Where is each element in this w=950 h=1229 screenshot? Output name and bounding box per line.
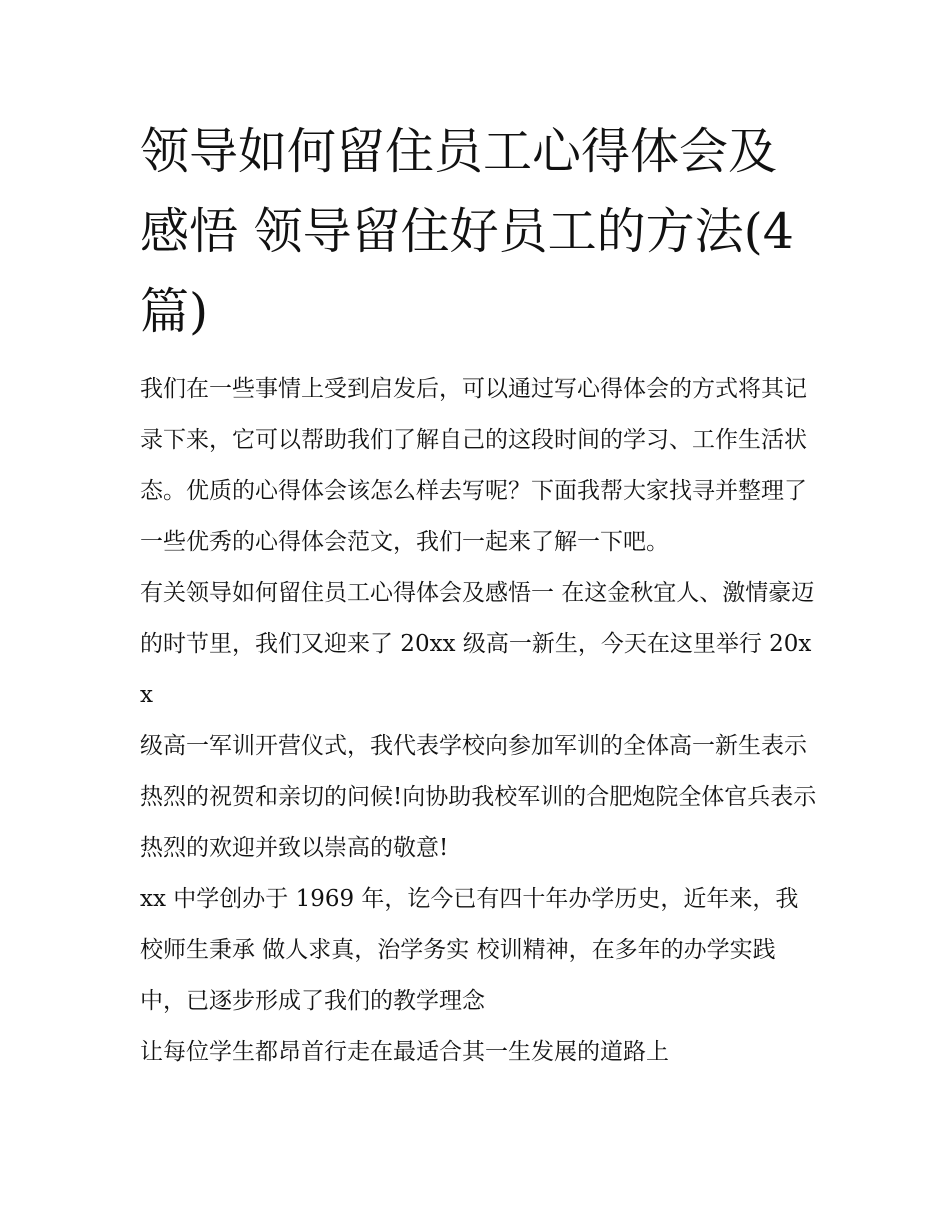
paragraph-school-history: xx 中学创办于 1969 年，讫今已有四十年办学历史，近年来，我校师生秉承 做人求真，治学务实 校训精神，在多年的办学实践中，已逐步形成了我们的教学理念 — [140, 886, 799, 1014]
paragraph-teaching-philosophy: 让每位学生都昂首行走在最适合其一生发展的道路上 — [140, 1039, 669, 1065]
paragraph-intro: 我们在一些事情上受到启发后，可以通过写心得体会的方式将其记录下来，它可以帮助我们了解自己的这段时间的学习、工作生活状态。优质的心得体会该怎么样去写呢？下面我帮大家找寻并整理了一些优秀的心得体会范文，我们一起来了解一下吧。 — [140, 376, 807, 555]
paragraph-section-one: 有关领导如何留住员工心得体会及感悟一 在这金秋宜人、激情豪迈的时节里，我们又迎来了 20xx 级高一新生，今天在这里举行 20xx — [140, 580, 815, 708]
paragraph-military-training: 级高一军训开营仪式，我代表学校向参加军训的全体高一新生表示热烈的祝贺和亲切的问候!向协助我校军训的合肥炮院全体官兵表示热烈的欢迎并致以崇高的敬意! — [140, 733, 817, 861]
document-title: 领导如何留住员工心得体会及感悟 领导留住好员工的方法(4篇) — [140, 123, 794, 340]
document-page — [140, 112, 820, 1078]
